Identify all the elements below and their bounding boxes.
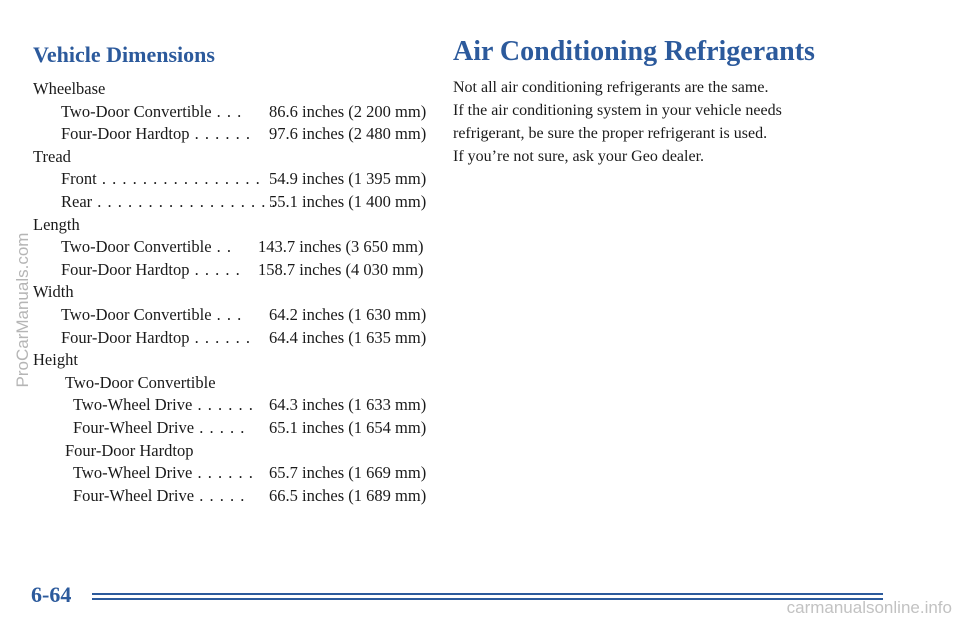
dimension-row: Two-Wheel Drive . . . . . . 64.3 inches (1 633 mm)	[33, 394, 453, 417]
dimension-category-row: Height	[33, 350, 78, 370]
dimension-value: 86.6 inches (2 200 mm)	[269, 101, 427, 121]
dimension-row: Two-Door Convertible . . . 86.6 inches (2 200 mm)	[33, 101, 453, 124]
paragraph-line: If the air conditioning system in your vehicle needs	[453, 102, 782, 119]
paragraph-line: If you’re not sure, ask your Geo dealer.	[453, 148, 705, 165]
dimension-value: 143.7 inches (3 650 mm)	[258, 237, 424, 257]
dimension-row: Four-Wheel Drive . . . . . 66.5 inches (1 689 mm)	[33, 485, 453, 508]
dimension-category-row: Width	[33, 282, 74, 302]
bottom-watermark: carmanualsonline.info	[786, 598, 952, 617]
dimension-row: Four-Door Hardtop . . . . . . 97.6 inches (2 480 mm)	[33, 123, 453, 146]
dimension-value: 97.6 inches (2 480 mm)	[269, 124, 427, 144]
dimension-category-row: Wheelbase	[33, 79, 106, 98]
air-conditioning-heading: Air Conditioning Refrigerants	[453, 36, 815, 67]
paragraph-line: refrigerant, be sure the proper refrigerant is used.	[453, 125, 768, 142]
dimension-value: 64.4 inches (1 635 mm)	[269, 327, 427, 347]
dimension-value: 158.7 inches (4 030 mm)	[258, 259, 424, 279]
dimension-row: Four-Door Hardtop . . . . . . 64.4 inches (1 635 mm)	[33, 327, 453, 350]
dimension-value: 54.9 inches (1 395 mm)	[269, 169, 427, 189]
dimension-subcategory-row: Two-Door Convertible	[65, 372, 216, 392]
dimension-value: 65.1 inches (1 654 mm)	[269, 417, 427, 437]
dimension-value: 66.5 inches (1 689 mm)	[269, 485, 427, 505]
dimensions-list	[33, 78, 453, 507]
dimension-value: 55.1 inches (1 400 mm)	[269, 191, 427, 211]
dimension-row: Rear . . . . . . . . . . . . . . . . . . 55.1 inches (1 400 mm)	[33, 191, 453, 214]
dimension-value: 64.3 inches (1 633 mm)	[269, 395, 427, 415]
dimension-value: 65.7 inches (1 669 mm)	[269, 463, 427, 483]
dimension-value: 64.2 inches (1 630 mm)	[269, 304, 427, 324]
dimension-row: Four-Wheel Drive . . . . . 65.1 inches (1 654 mm)	[33, 417, 453, 440]
refrigerant-paragraph	[453, 76, 873, 168]
dimension-row: Two-Wheel Drive . . . . . . 65.7 inches (1 669 mm)	[33, 462, 453, 485]
vehicle-dimensions-heading: Vehicle Dimensions	[33, 42, 215, 67]
paragraph-line: Not all air conditioning refrigerants are the same.	[453, 79, 769, 96]
dimension-category-row: Tread	[33, 146, 71, 166]
dimension-row: Two-Door Convertible . . 143.7 inches (3 650 mm)	[33, 236, 453, 259]
dimension-category-row: Length	[33, 214, 80, 234]
footer-rule	[92, 598, 883, 600]
dimension-row: Two-Door Convertible . . . 64.2 inches (1 630 mm)	[33, 304, 453, 327]
page-number: 6-64	[31, 582, 72, 607]
side-watermark: ProCarManuals.com	[13, 232, 32, 388]
dimension-row: Four-Door Hardtop . . . . . 158.7 inches (4 030 mm)	[33, 259, 453, 282]
footer-rule	[92, 593, 883, 595]
dimension-subcategory-row: Four-Door Hardtop	[65, 440, 194, 460]
dimension-row: Front . . . . . . . . . . . . . . . . 54.9 inches (1 395 mm)	[33, 168, 453, 191]
